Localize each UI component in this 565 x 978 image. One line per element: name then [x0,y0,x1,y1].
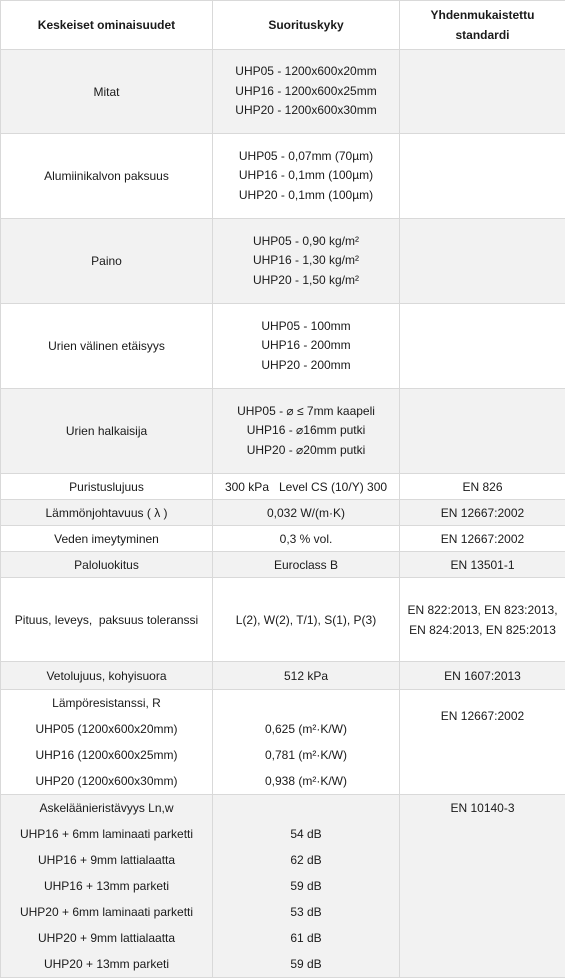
performance-line: UHP05 - 100mm [217,317,395,337]
header-standard: Yhdenmukaistettu standardi [400,1,565,50]
acoustic-label: UHP20 + 9mm lattialaatta [5,925,208,951]
acoustic-value: 59 dB [217,873,395,899]
row-foil-thickness [1,134,565,219]
header-properties: Keskeiset ominaisuudet [1,1,213,50]
thermal-standard: EN 12667:2002 [404,703,561,729]
performance-cell [213,50,400,134]
property-cell: Lämmönjohtavuus ( λ ) [1,500,213,526]
standard-cell: EN 826 [400,474,565,500]
row-tensile-strength [1,662,565,690]
standard-cell [400,389,565,474]
performance-line: UHP16 - 1200x600x25mm [217,82,395,102]
thermal-title: Lämpöresistanssi, R [5,690,208,716]
thermal-label: UHP16 (1200x600x25mm) [5,742,208,768]
standard-cell [400,304,565,389]
performance-line: UHP05 - 0,07mm (70µm) [217,147,395,167]
standard-cell: EN 13501-1 [400,552,565,578]
row-tolerance [1,578,565,662]
performance-line: UHP05 - 1200x600x20mm [217,62,395,82]
property-cell: Puristuslujuus [1,474,213,500]
header-row [1,1,565,50]
performance-line: UHP20 - 200mm [217,356,395,376]
standard-cell [400,795,565,978]
row-groove-diameter [1,389,565,474]
standard-cell [400,134,565,219]
performance-line: UHP05 - 0,90 kg/m² [217,232,395,252]
standard-cell: EN 12667:2002 [400,526,565,552]
standard-cell [400,690,565,795]
acoustic-value: 54 dB [217,821,395,847]
property-cell: Paloluokitus [1,552,213,578]
row-fire-class [1,552,565,578]
acoustic-label: UHP16 + 6mm laminaati parketti [5,821,208,847]
acoustic-label: UHP16 + 13mm parketi [5,873,208,899]
row-weight [1,219,565,304]
acoustic-label: UHP20 + 13mm parketi [5,951,208,977]
standard-cell: EN 1607:2013 [400,662,565,690]
acoustic-value: 53 dB [217,899,395,925]
row-dimensions [1,50,565,134]
performance-cell [213,219,400,304]
performance-line: UHP16 - 1,30 kg/m² [217,251,395,271]
performance-line: UHP20 - ⌀20mm putki [217,441,395,461]
thermal-value: 0,781 (m²·K/W) [217,742,395,768]
performance-line: UHP16 - 200mm [217,336,395,356]
property-cell: Urien välinen etäisyys [1,304,213,389]
acoustic-title: Askeläänieristävyys Ln,w [5,795,208,821]
property-cell [1,795,213,978]
property-cell: Urien halkaisija [1,389,213,474]
row-compressive-strength [1,474,565,500]
thermal-value: 0,938 (m²·K/W) [217,768,395,794]
property-cell: Veden imeytyminen [1,526,213,552]
performance-line: UHP20 - 0,1mm (100µm) [217,186,395,206]
performance-line: UHP20 - 1200x600x30mm [217,101,395,121]
performance-cell: 512 kPa [213,662,400,690]
thermal-label: UHP05 (1200x600x20mm) [5,716,208,742]
row-thermal-resistance [1,690,565,795]
thermal-label: UHP20 (1200x600x30mm) [5,768,208,794]
performance-cell [213,690,400,795]
standard-cell [400,219,565,304]
acoustic-value: 61 dB [217,925,395,951]
performance-line: UHP16 - 0,1mm (100µm) [217,166,395,186]
performance-cell: L(2), W(2), T/1), S(1), P(3) [213,578,400,662]
performance-line: UHP20 - 1,50 kg/m² [217,271,395,291]
performance-cell [213,304,400,389]
row-impact-sound [1,795,565,978]
performance-cell: 0,032 W/(m·K) [213,500,400,526]
performance-cell [213,134,400,219]
thermal-value: 0,625 (m²·K/W) [217,716,395,742]
standard-cell: EN 822:2013, EN 823:2013, EN 824:2013, EN 825:2013 [400,578,565,662]
property-cell: Mitat [1,50,213,134]
acoustic-standard: EN 10140-3 [404,795,561,821]
property-cell: Pituus, leveys, paksuus toleranssi [1,578,213,662]
performance-cell [213,795,400,978]
performance-cell: Euroclass B [213,552,400,578]
acoustic-value: 62 dB [217,847,395,873]
row-water-absorption [1,526,565,552]
header-performance: Suorituskyky [213,1,400,50]
row-thermal-conductivity [1,500,565,526]
property-cell [1,690,213,795]
performance-cell: 0,3 % vol. [213,526,400,552]
property-cell: Vetolujuus, kohyisuora [1,662,213,690]
property-cell: Alumiinikalvon paksuus [1,134,213,219]
standard-cell: EN 12667:2002 [400,500,565,526]
row-groove-spacing [1,304,565,389]
performance-line: UHP05 - ⌀ ≤ 7mm kaapeli [217,402,395,422]
acoustic-value: 59 dB [217,951,395,977]
performance-line: UHP16 - ⌀16mm putki [217,421,395,441]
standard-cell [400,50,565,134]
performance-cell: 300 kPa Level CS (10/Y) 300 [213,474,400,500]
performance-cell [213,389,400,474]
property-cell: Paino [1,219,213,304]
acoustic-label: UHP20 + 6mm laminaati parketti [5,899,208,925]
acoustic-label: UHP16 + 9mm lattialaatta [5,847,208,873]
